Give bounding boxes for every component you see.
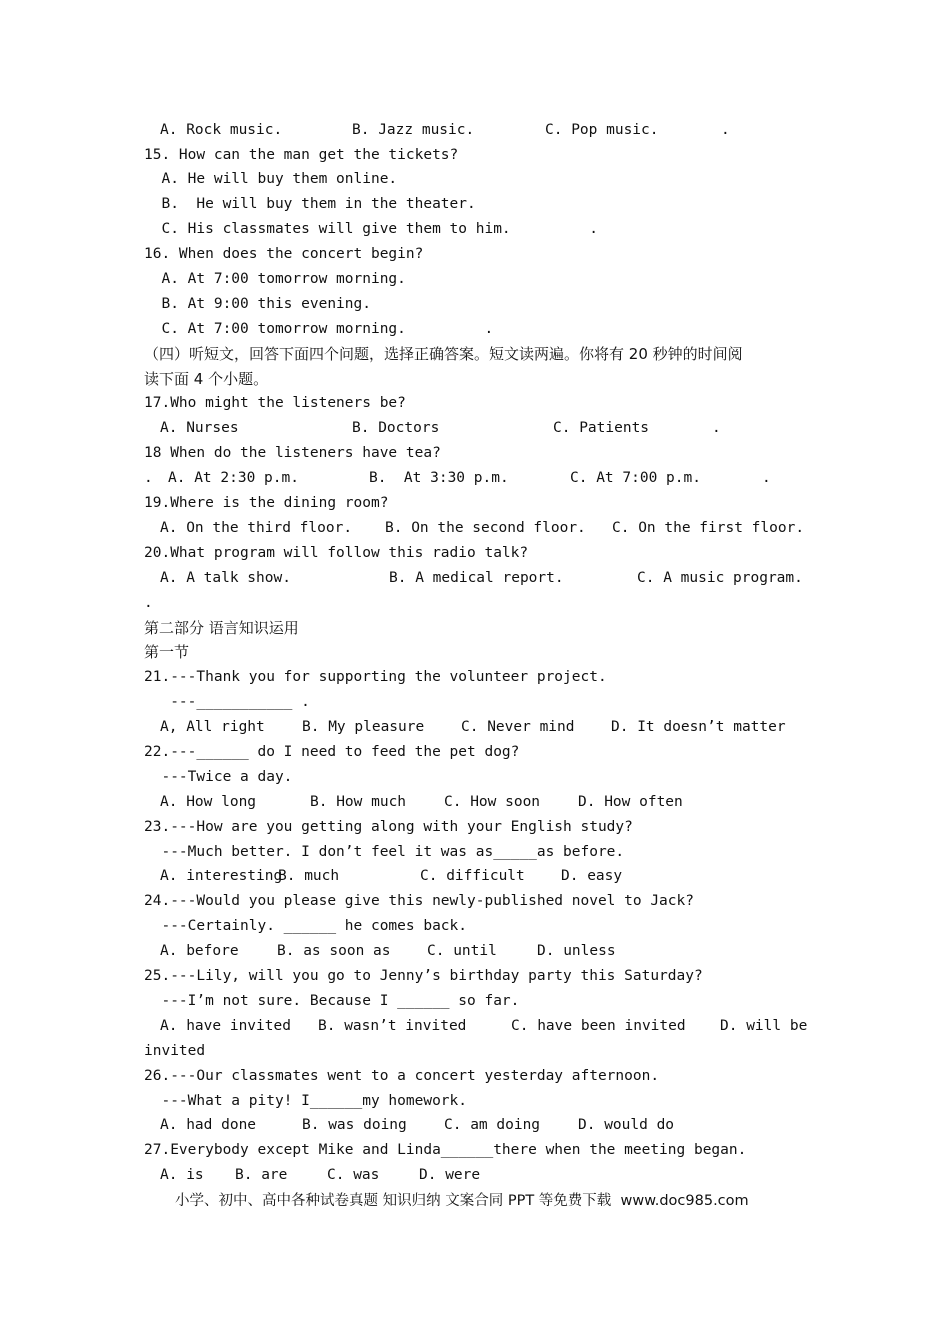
text-line	[144, 367, 268, 391]
text-line	[144, 989, 519, 1013]
line-text: A. At 7:00 tomorrow morning.	[144, 271, 406, 287]
line-text: （四）听短文，回答下面四个问题，选择正确答案。短文读两遍。你将有 20 秒钟的时间阅	[144, 345, 743, 363]
line-text: ---Certainly. ______ he comes back.	[144, 918, 468, 934]
line-text: C. His classmates will give them to him. .	[144, 221, 598, 237]
answer-option: C. have been invited	[511, 1018, 686, 1034]
answer-option: B. Jazz music.	[352, 122, 475, 138]
text-line	[144, 267, 406, 291]
answer-option: A. before	[160, 943, 239, 959]
line-text: 21.---Thank you for supporting the volunteer project.	[144, 669, 607, 685]
answer-option: A, All right	[160, 719, 265, 735]
text-line	[144, 242, 423, 266]
answer-option: C. Never mind	[461, 719, 575, 735]
text-line	[144, 964, 703, 988]
answer-option: D. were	[419, 1167, 481, 1183]
line-text: 20.What program will follow this radio talk?	[144, 545, 529, 561]
text-line	[144, 342, 743, 366]
text-line	[144, 889, 694, 913]
answer-option: C. am doing	[444, 1117, 541, 1133]
answer-option: .	[762, 470, 771, 486]
text-line	[144, 914, 467, 938]
answer-option: D. It doesn’t matter	[611, 719, 786, 735]
answer-option: A. On the third floor.	[160, 520, 353, 536]
answer-option: C. Patients	[553, 420, 650, 436]
text-line	[144, 640, 189, 664]
text-line	[144, 491, 388, 515]
answer-option: D. How often	[578, 794, 683, 810]
text-line	[144, 192, 476, 216]
line-text: 第一节	[144, 643, 190, 661]
answer-option: A. How long	[160, 794, 257, 810]
answer-option: B. How much	[310, 794, 407, 810]
line-text: 24.---Would you please give this newly-published novel to Jack?	[144, 893, 694, 909]
answer-option: C. until	[427, 943, 497, 959]
answer-option: B. wasn’t invited	[318, 1018, 467, 1034]
answer-option: B. Doctors	[352, 420, 440, 436]
line-text: 22.---______ do I need to feed the pet dog?	[144, 744, 520, 760]
line-text: A. He will buy them online.	[144, 171, 398, 187]
text-line	[144, 740, 519, 764]
answer-option: A. Rock music.	[160, 122, 283, 138]
text-line	[144, 167, 397, 191]
line-text: .	[144, 595, 153, 611]
text-line	[144, 1064, 659, 1088]
answer-option: A. is	[160, 1167, 204, 1183]
text-line	[144, 665, 607, 689]
text-line	[144, 765, 292, 789]
answer-option: C. difficult	[420, 868, 525, 884]
text-line	[144, 616, 299, 640]
text-line	[144, 1039, 205, 1063]
line-text: 第二部分 语言知识运用	[144, 619, 299, 637]
answer-option: B. A medical report.	[389, 570, 564, 586]
line-text: ---What a pity! I______my homework.	[144, 1093, 468, 1109]
line-text: ---Much better. I don’t feel it was as_____as before.	[144, 844, 625, 860]
line-text: B. At 9:00 this evening.	[144, 296, 371, 312]
text-line	[144, 292, 371, 316]
line-text: .	[144, 470, 153, 486]
footer-ad: 小学、初中、高中各种试卷真题 知识归纳 文案合同 PPT 等免费下载 www.doc985.com	[175, 1193, 749, 1209]
line-text: B. He will buy them in the theater.	[144, 196, 476, 212]
text-line	[144, 591, 153, 615]
answer-option: B. On the second floor.	[385, 520, 586, 536]
line-text: 15. How can the man get the tickets?	[144, 147, 459, 163]
text-line	[144, 815, 633, 839]
answer-option: A. have invited	[160, 1018, 291, 1034]
answer-option: .	[712, 420, 721, 436]
answer-option: D. will be	[720, 1018, 808, 1034]
line-text: C. At 7:00 tomorrow morning. .	[144, 321, 494, 337]
line-text: invited	[144, 1043, 206, 1059]
text-line	[144, 840, 624, 864]
text-line	[144, 1138, 746, 1162]
line-text: 18 When do the listeners have tea?	[144, 445, 441, 461]
answer-option: C. A music program.	[637, 570, 803, 586]
answer-option: A. had done	[160, 1117, 257, 1133]
answer-option: C. At 7:00 p.m.	[570, 470, 701, 486]
answer-option: D. would do	[578, 1117, 675, 1133]
answer-option: B. was doing	[302, 1117, 407, 1133]
text-line	[144, 217, 598, 241]
text-line	[144, 541, 528, 565]
line-text: 25.---Lily, will you go to Jenny’s birthday party this Saturday?	[144, 968, 703, 984]
answer-option: A. A talk show.	[160, 570, 291, 586]
text-line	[144, 391, 406, 415]
answer-option: B. At 3:30 p.m.	[369, 470, 509, 486]
text-line	[144, 1089, 467, 1113]
text-line	[144, 466, 771, 490]
line-text: ---___________ .	[144, 694, 310, 710]
line-text: ---Twice a day.	[144, 769, 293, 785]
text-line	[144, 143, 458, 167]
answer-option: A. interesting	[160, 868, 283, 884]
line-text: 27.Everybody except Mike and Linda______there when the meeting began.	[144, 1142, 747, 1158]
line-text: 19.Where is the dining room?	[144, 495, 389, 511]
line-text: 23.---How are you getting along with your English study?	[144, 819, 633, 835]
text-line	[144, 441, 441, 465]
answer-option: C. How soon	[444, 794, 541, 810]
answer-option: C. On the first floor.	[612, 520, 805, 536]
text-line	[144, 317, 493, 341]
answer-option: A. At 2:30 p.m.	[168, 470, 299, 486]
answer-option: B. are	[235, 1167, 288, 1183]
answer-option: D. unless	[537, 943, 616, 959]
answer-option: B. much	[278, 868, 340, 884]
answer-option: C. Pop music.	[545, 122, 659, 138]
answer-option: C. was	[327, 1167, 380, 1183]
line-text: 读下面 4 个小题。	[144, 370, 269, 388]
answer-option: A. Nurses	[160, 420, 239, 436]
answer-option: .	[721, 122, 730, 138]
text-line	[144, 690, 310, 714]
answer-option: D. easy	[561, 868, 623, 884]
line-text: 26.---Our classmates went to a concert yesterday afternoon.	[144, 1068, 660, 1084]
line-text: ---I’m not sure. Because I ______ so far.	[144, 993, 520, 1009]
line-text: 17.Who might the listeners be?	[144, 395, 406, 411]
line-text: 16. When does the concert begin?	[144, 246, 424, 262]
answer-option: B. My pleasure	[302, 719, 425, 735]
answer-option: B. as soon as	[277, 943, 391, 959]
